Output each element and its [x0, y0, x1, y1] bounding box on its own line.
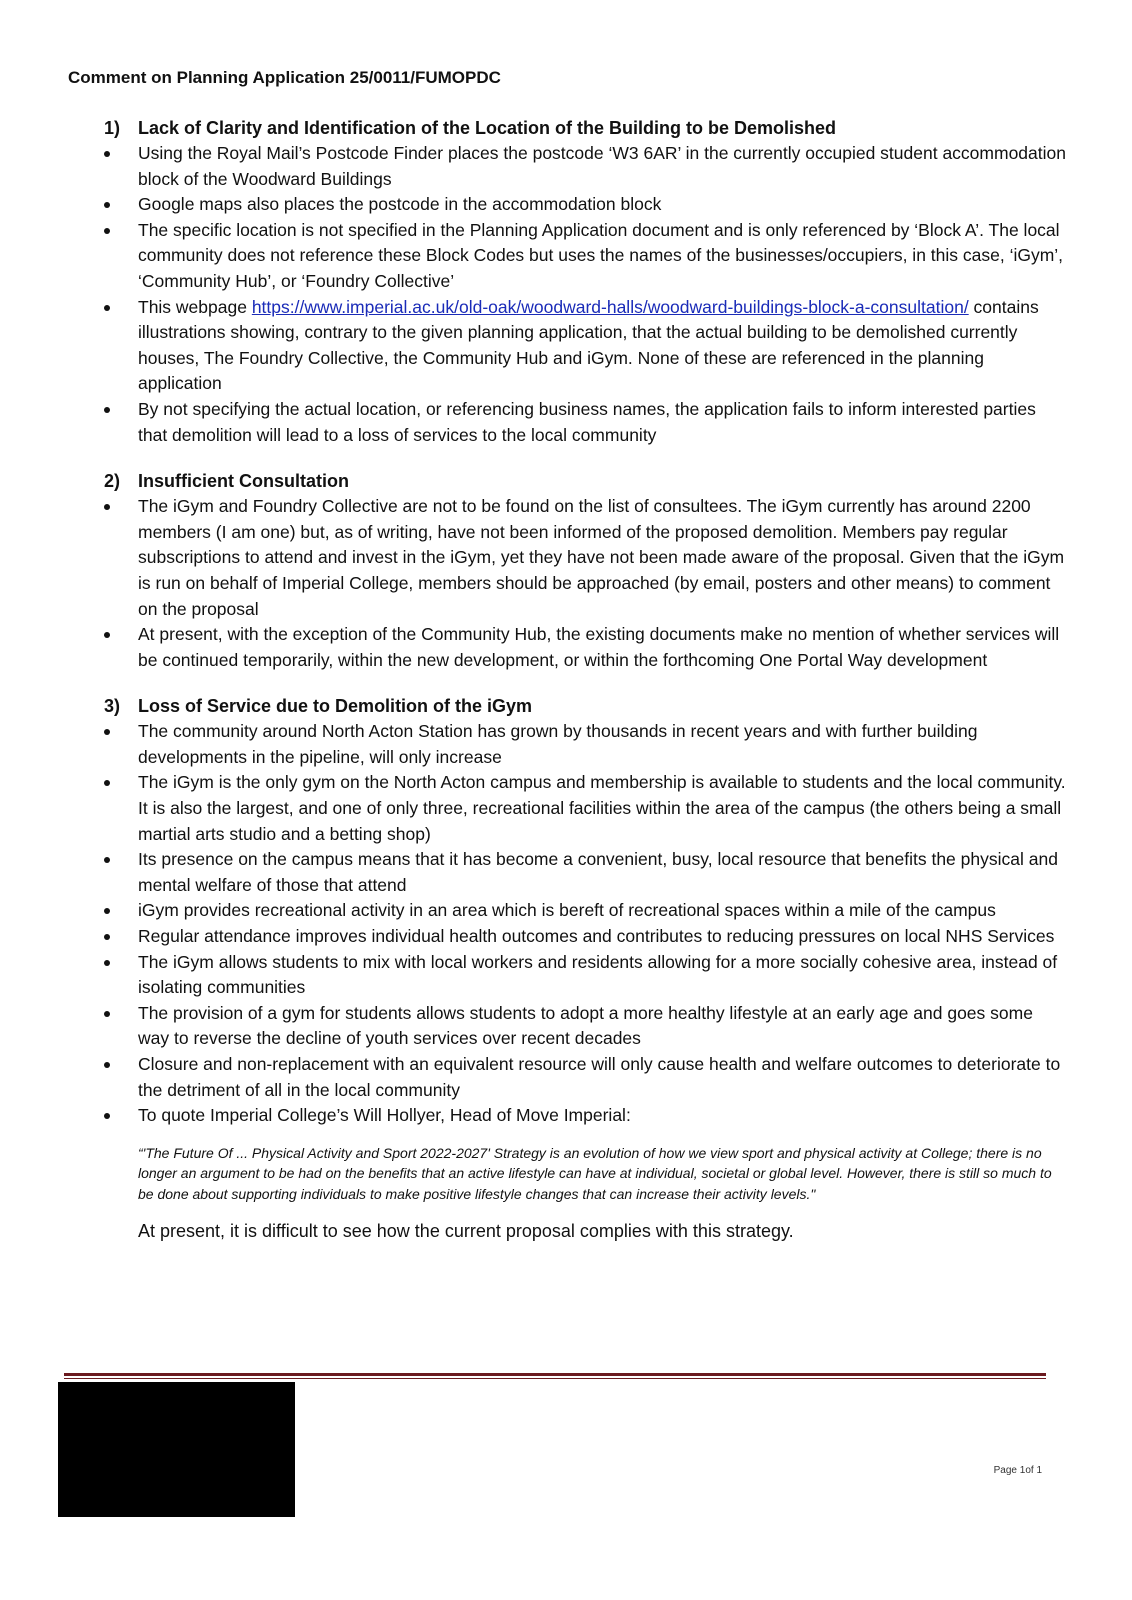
list-item: The iGym is the only gym on the North Acton campus and membership is available to students and the local community. It is also the largest, and one of only three, recreational facilities within the area of the campus (the others being a small martial arts studio and a betting shop)	[68, 770, 1068, 847]
bullet-icon	[68, 1052, 138, 1103]
list-item: The provision of a gym for students allows students to adopt a more healthy lifestyle at an early age and goes some way to reverse the decline of youth services over recent decades	[68, 1001, 1068, 1052]
bullet-icon	[68, 719, 138, 770]
section-3	[68, 693, 1068, 1244]
section-heading	[68, 468, 1068, 494]
redaction-block	[58, 1382, 295, 1517]
footer-divider	[64, 1373, 1046, 1376]
section-title: Insufficient Consultation	[138, 471, 349, 492]
list-item: iGym provides recreational activity in an area which is bereft of recreational spaces within a mile of the campus	[68, 898, 1068, 924]
bullet-list	[68, 141, 1068, 448]
list-item: Its presence on the campus means that it has become a convenient, busy, local resource that benefits the physical and mental welfare of those that attend	[68, 847, 1068, 898]
bullet-icon	[68, 1001, 138, 1052]
section-title: Loss of Service due to Demolition of the iGym	[138, 696, 533, 717]
list-item: This webpage https://www.imperial.ac.uk/old-oak/woodward-halls/woodward-buildings-block-a-consultation/ contains illustrations showing, contrary to the given planning application, that the actual building to be demolished currently houses, The Foundry Collective, the Community Hub and iGym. None of these are referenced in the planning application	[68, 295, 1068, 397]
page-number: Page 1of 1	[993, 1465, 1042, 1476]
section-number: 2)	[104, 471, 121, 492]
list-item: To quote Imperial College’s Will Hollyer, Head of Move Imperial:	[68, 1103, 1068, 1129]
strategy-quote: “'The Future Of ... Physical Activity and Sport 2022-2027' Strategy is an evolution of how we view sport and physical activity at College; there is no longer an argument to be had on the benefits that an active lifestyle can have at individual, societal or global level. However, there is still so much to be done about supporting individuals to make positive lifestyle changes that can increase their activity levels."	[138, 1144, 1052, 1202]
list-item: By not specifying the actual location, or referencing business names, the application fails to inform interested parties that demolition will lead to a loss of services to the local community	[68, 397, 1068, 448]
bullet-icon	[68, 1103, 138, 1129]
document-body	[68, 115, 1068, 1264]
closing-statement: At present, it is difficult to see how the current proposal complies with this strategy.	[138, 1221, 794, 1242]
bullet-icon	[68, 141, 138, 192]
section-number: 3)	[104, 696, 121, 717]
bullet-icon	[68, 295, 138, 397]
bullet-icon	[68, 950, 138, 1001]
list-item: The iGym and Foundry Collective are not to be found on the list of consultees. The iGym currently has around 2200 members (I am one) but, as of writing, have not been informed of the proposed demolition. Members pay regular subscriptions to attend and invest in the iGym, yet they have not been made aware of the proposal. Given that the iGym is run on behalf of Imperial College, members should be approached (by email, posters and other means) to comment on the proposal	[68, 494, 1068, 622]
bullet-icon	[68, 770, 138, 847]
bullet-icon	[68, 622, 138, 673]
list-item: Regular attendance improves individual health outcomes and contributes to reducing pressures on local NHS Services	[68, 924, 1068, 950]
bullet-icon	[68, 924, 138, 950]
bullet-icon	[68, 192, 138, 218]
bullet-icon	[68, 898, 138, 924]
list-item: The iGym allows students to mix with local workers and residents allowing for a more socially cohesive area, instead of isolating communities	[68, 950, 1068, 1001]
footer-divider-thin	[64, 1378, 1046, 1379]
bullet-icon	[68, 847, 138, 898]
bullet-icon	[68, 218, 138, 295]
bullet-list	[68, 494, 1068, 673]
list-item: Using the Royal Mail’s Postcode Finder places the postcode ‘W3 6AR’ in the currently occupied student accommodation block of the Woodward Buildings	[68, 141, 1068, 192]
section-2	[68, 468, 1068, 673]
list-item: The community around North Acton Station has grown by thousands in recent years and with further building developments in the pipeline, will only increase	[68, 719, 1068, 770]
section-heading	[68, 693, 1068, 719]
consultation-link[interactable]: https://www.imperial.ac.uk/old-oak/woodward-halls/woodward-buildings-block-a-consultation/	[251, 296, 969, 317]
bullet-icon	[68, 397, 138, 448]
list-item: Google maps also places the postcode in the accommodation block	[68, 192, 1068, 218]
section-number: 1)	[104, 118, 121, 138]
bullet-list	[68, 719, 1068, 1129]
section-heading	[68, 115, 1068, 141]
bullet-icon	[68, 494, 138, 622]
section-title: Lack of Clarity and Identification of the Location of the Building to be Demolished	[138, 118, 837, 138]
list-item: At present, with the exception of the Community Hub, the existing documents make no mention of whether services will be continued temporarily, within the new development, or within the forthcoming One Portal Way development	[68, 622, 1068, 673]
document-title: Comment on Planning Application 25/0011/FUMOPDC	[68, 68, 501, 87]
list-item: The specific location is not specified in the Planning Application document and is only referenced by ‘Block A’. The local community does not reference these Block Codes but uses the names of the businesses/occupiers, in this case, ‘iGym’, ‘Community Hub’, or ‘Foundry Collective’	[68, 218, 1068, 295]
section-1	[68, 115, 1068, 448]
list-item: Closure and non-replacement with an equivalent resource will only cause health and welfare outcomes to deteriorate to the detriment of all in the local community	[68, 1052, 1068, 1103]
